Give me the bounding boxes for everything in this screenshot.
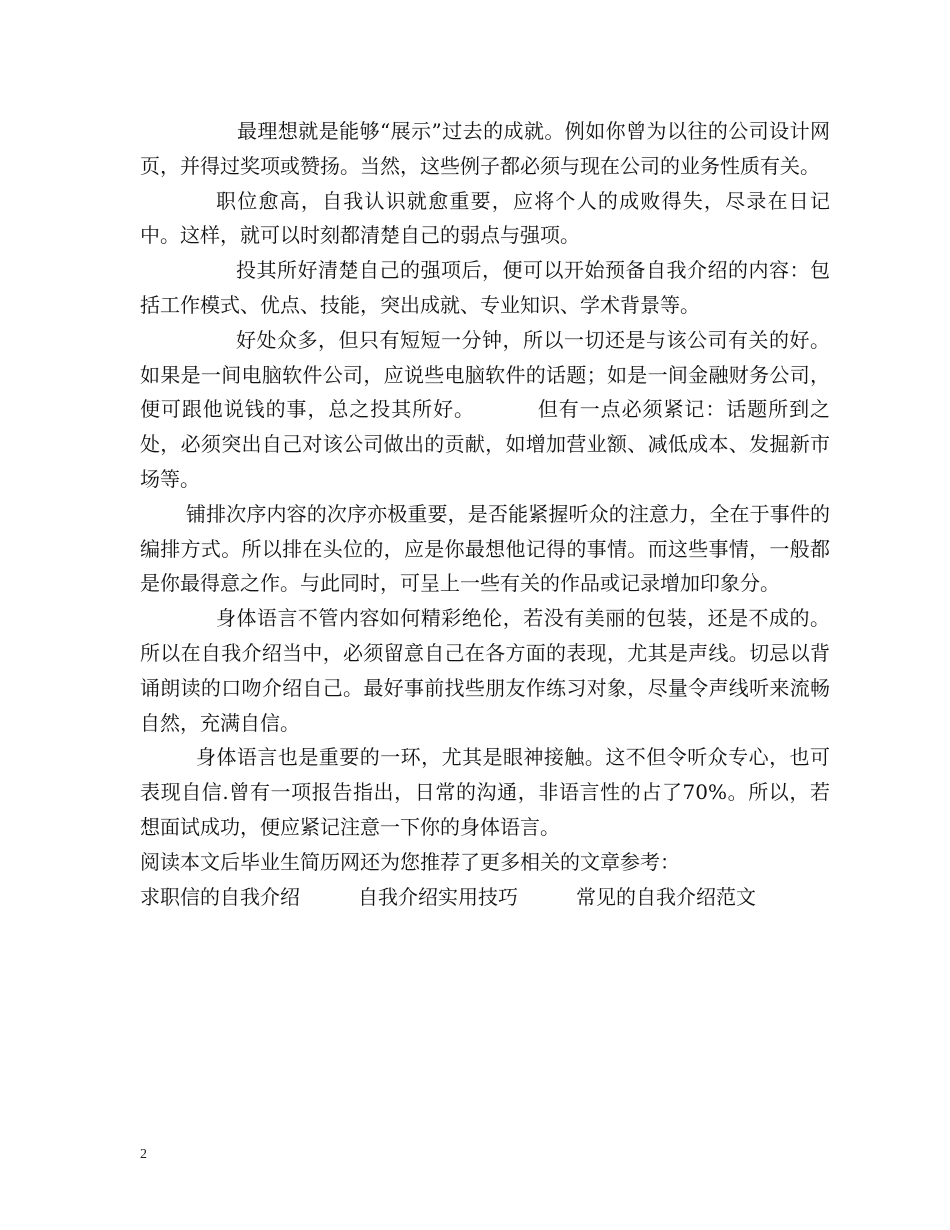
paragraph-presentation: 身体语言不管内容如何精彩绝伦，若没有美丽的包装，还是不成的。所以在自我介绍当中，必须留意自己在各方面的表现，尤其是声线。切忌以背诵朗读的口吻介绍自己。最好事前找些朋友作练习对象，尽量令声线听来流畅自然，充满自信。 — [140, 606, 830, 735]
body-text — [140, 114, 830, 914]
paragraph-relevance — [140, 323, 830, 497]
paragraph-showcase-achievements: 最理想就是能够“展示”过去的成就。例如你曾为以往的公司设计网页，并得过奖项或赞扬。当然，这些例子都必须与现在公司的业务性质有关。 — [140, 119, 830, 178]
page-number: 2 — [140, 1147, 147, 1162]
related-link-3[interactable]: 常见的自我介绍范文 — [576, 884, 756, 909]
recommendation-intro: 阅读本文后毕业生简历网还为您推荐了更多相关的文章参考： — [140, 849, 680, 874]
related-link-2[interactable]: 自我介绍实用技巧 — [358, 884, 518, 909]
paragraph-self-awareness: 职位愈高，自我认识就愈重要，应将个人的成败得失，尽录在日记中。这样，就可以时刻都清楚自己的弱点与强项。 — [140, 188, 830, 248]
paragraph-ordering: 铺排次序内容的次序亦极重要，是否能紧握听众的注意力，全在于事件的编排方式。所以排在头位的，应是你最想他记得的事情。而这些事情，一般都是你最得意之作。与此同时，可呈上一些有关的作品或记录增加印象分。 — [140, 501, 830, 596]
paragraph-body-language: 身体语言也是重要的一环，尤其是眼神接触。这不但令听众专心，也可表现自信.曾有一项报告指出，日常的沟通，非语言性的占了70%。所以，若想面试成功，便应紧记注意一下你的身体语言。 — [140, 745, 830, 839]
paragraph-relevance-part-2: 但有一点必须紧记：话题所到之处，必须突出自己对该公司做出的贡献，如增加营业额、减低成本、发掘新市场等。 — [140, 397, 831, 491]
paragraph-tailor-content: 投其所好清楚自己的强项后，便可以开始预备自我介绍的内容：包括工作模式、优点、技能，突出成就、专业知识、学术背景等。 — [140, 258, 830, 317]
related-links — [140, 880, 830, 915]
related-link-1[interactable]: 求职信的自我介绍 — [140, 884, 300, 909]
paragraph-relevance-part-1: 好处众多，但只有短短一分钟，所以一切还是与该公司有关的好。如果是一间电脑软件公司，应说些电脑软件的话题；如是一间金融财务公司，便可跟他说钱的事，总之投其所好。 — [140, 327, 830, 422]
